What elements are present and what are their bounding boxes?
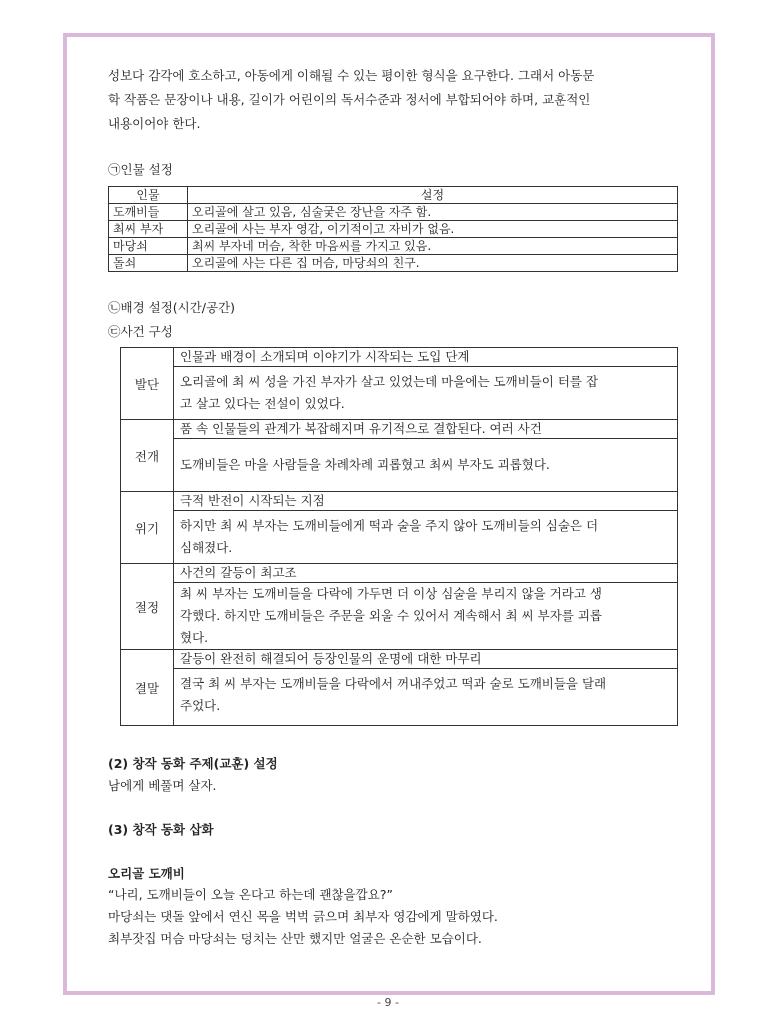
- plot-stage-definition: 인물과 배경이 소개되며 이야기가 시작되는 도입 단계: [174, 348, 678, 367]
- intro-paragraph: [108, 64, 678, 136]
- plot-stage-label: 발단: [121, 348, 174, 420]
- plot-stage-description: [174, 583, 678, 650]
- header-character: 인물: [109, 187, 188, 204]
- plot-stage-definition: 갈등이 완전히 해결되어 등장인물의 운명에 대한 마무리: [174, 650, 678, 669]
- plot-desc-row: [121, 511, 678, 564]
- plot-sub-row: [121, 492, 678, 511]
- plot-sub-row: [121, 564, 678, 583]
- section-plot-heading: ㉢사건 구성: [108, 324, 173, 339]
- character-table: [108, 186, 678, 272]
- plot-desc-line: 각했다. 하지만 도깨비들은 주문을 외울 수 있어서 계속해서 최 씨 부자를 괴롭: [180, 608, 603, 623]
- table-row: [109, 255, 678, 272]
- story-line: 마당쇠는 댓돌 앞에서 연신 목을 벅벅 긁으며 최부자 영감에게 말하였다.: [108, 909, 498, 924]
- table-row: [109, 221, 678, 238]
- plot-stage-description: [174, 367, 678, 420]
- character-name: 도깨비들: [109, 204, 188, 221]
- table-header-row: [109, 187, 678, 204]
- story-line: 최부잣집 머슴 마당쇠는 덩치는 산만 했지만 얼굴은 온순한 모습이다.: [108, 931, 482, 946]
- plot-stage-label: 결말: [121, 650, 174, 726]
- plot-desc-line: 결국 최 씨 부자는 도깨비들을 다락에서 꺼내주었고 떡과 술로 도깨비들을 달래: [180, 676, 607, 691]
- plot-desc-row: [121, 669, 678, 726]
- plot-desc-line: 혔다.: [180, 630, 209, 645]
- table-row: [109, 238, 678, 255]
- section3-title: (3) 창작 동화 삽화: [108, 822, 214, 837]
- plot-table: [120, 347, 678, 726]
- plot-desc-row: [121, 367, 678, 420]
- page-number: - 9 -: [377, 996, 399, 1009]
- header-setting: 설정: [188, 187, 678, 204]
- section-background-heading: ㉡배경 설정(시간/공간): [108, 300, 236, 315]
- story-text: [108, 884, 678, 950]
- intro-line: 내용이어야 한다.: [108, 116, 201, 131]
- section-character-heading: ㉠인물 설정: [108, 162, 173, 177]
- plot-desc-line: 심해졌다.: [180, 540, 233, 555]
- plot-desc-line: 주었다.: [180, 698, 221, 713]
- story-title: 오리골 도깨비: [108, 866, 185, 881]
- story-line: “나리, 도깨비들이 오늘 온다고 하는데 괜찮을깝요?”: [108, 887, 393, 902]
- page-content: [108, 64, 678, 950]
- plot-stage-label: 전개: [121, 420, 174, 492]
- character-desc: 최씨 부자네 머슴, 착한 마음씨를 가지고 있음.: [188, 238, 678, 255]
- plot-sub-row: [121, 348, 678, 367]
- plot-desc-line: 도깨비들은 마을 사람들을 차례차례 괴롭혔고 최씨 부자도 괴롭혔다.: [180, 457, 550, 472]
- intro-line: 학 작품은 문장이나 내용, 길이가 어린이의 독서수준과 정서에 부합되어야 하며, 교훈적인: [108, 92, 591, 107]
- plot-desc-row: [121, 439, 678, 492]
- character-name: 마당쇠: [109, 238, 188, 255]
- plot-stage-definition: 사건의 갈등이 최고조: [174, 564, 678, 583]
- section2-text: 남에게 베풀며 살자.: [108, 778, 217, 793]
- section2-title: (2) 창작 동화 주제(교훈) 설정: [108, 756, 278, 771]
- plot-stage-description: [174, 439, 678, 492]
- character-desc: 오리골에 사는 다른 집 머슴, 마당쇠의 친구.: [188, 255, 678, 272]
- plot-desc-line: 하지만 최 씨 부자는 도깨비들에게 떡과 술을 주지 않아 도깨비들의 심술은 더: [180, 518, 599, 533]
- plot-stage-definition: 극적 반전이 시작되는 지점: [174, 492, 678, 511]
- intro-line: 성보다 감각에 호소하고, 아동에게 이해될 수 있는 평이한 형식을 요구한다. 그래서 아동문: [108, 68, 595, 83]
- character-name: 최씨 부자: [109, 221, 188, 238]
- table-row: [109, 204, 678, 221]
- plot-stage-definition: 품 속 인물들의 관계가 복잡해지며 유기적으로 결합된다. 여러 사건: [174, 420, 678, 439]
- plot-desc-line: 오리골에 최 씨 성을 가진 부자가 살고 있었는데 마을에는 도깨비들이 터를 잡: [180, 374, 599, 389]
- plot-desc-line: 고 살고 있다는 전설이 있었다.: [180, 396, 345, 411]
- plot-sub-row: [121, 420, 678, 439]
- plot-desc-row: [121, 583, 678, 650]
- plot-stage-description: [174, 511, 678, 564]
- plot-sub-row: [121, 650, 678, 669]
- character-desc: 오리골에 사는 부자 영감, 이기적이고 자비가 없음.: [188, 221, 678, 238]
- plot-stage-description: [174, 669, 678, 726]
- character-name: 돌쇠: [109, 255, 188, 272]
- character-desc: 오리골에 살고 있음, 심술궂은 장난을 자주 함.: [188, 204, 678, 221]
- plot-stage-label: 위기: [121, 492, 174, 564]
- plot-desc-line: 최 씨 부자는 도깨비들을 다락에 가두면 더 이상 심술을 부리지 않을 거라고 생: [180, 586, 603, 601]
- plot-stage-label: 절정: [121, 564, 174, 650]
